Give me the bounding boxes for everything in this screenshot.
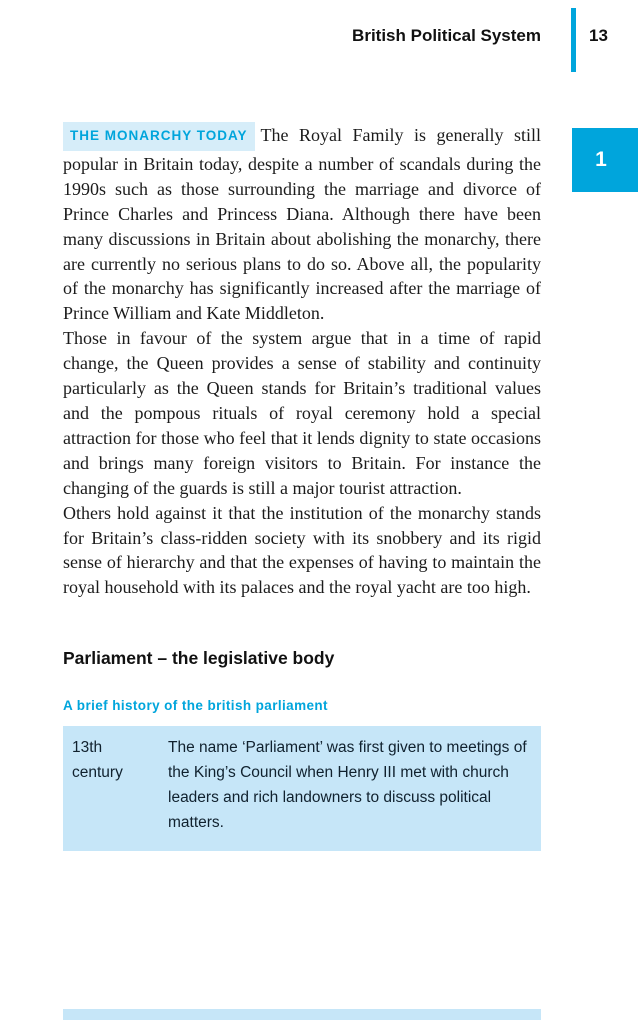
paragraph-text: The Royal Family is generally still popular in Britain today, despite a number of scandals during the 1990s such as those surrounding the marriage and divorce of Prince Charles and Princess Diana. Although there have been many discussions in Britain about abolishing the monarchy, there are currently no serious plans to do so. Above all, the popularity of the monarchy has significantly increased after the marriage of Prince William and Kate Middleton. bbox=[63, 125, 541, 324]
section-label-highlight: THE MONARCHY TODAY bbox=[63, 122, 255, 151]
timeline-box-13th-century bbox=[63, 726, 541, 851]
main-text-column bbox=[63, 123, 541, 851]
page-number: 13 bbox=[589, 26, 608, 45]
paragraph-monarchy-today bbox=[63, 123, 541, 326]
sub-heading-brief-history: A brief history of the british parliament bbox=[63, 698, 328, 714]
paragraph-against: Others hold against it that the institution of the monarchy stands for Britain’s class-ridden society with its snobbery and its rigid sense of hierarchy and that the expenses of having to maintain the royal household with its palaces and the royal yacht are too high. bbox=[63, 502, 541, 598]
header-divider-rule bbox=[571, 8, 576, 72]
paragraph-in-favour: Those in favour of the system argue that in a time of rapid change, the Queen provides a sense of stability and continuity particularly as the Queen stands for Britain’s traditional values and the pompous rituals of royal ceremony hold a special attraction for those who feel that it lends dignity to state occasions and brings many foreign visitors to Britain. For instance the changing of the guards is still a major tourist attraction. bbox=[63, 328, 541, 498]
timeline-description: The name ‘Parliament’ was first given to meetings of the King’s Council when Henry III met with church leaders and rich landowners to discuss political matters. bbox=[168, 739, 527, 832]
timeline-box-partial-next bbox=[63, 1009, 541, 1020]
section-heading-parliament: Parliament – the legislative body bbox=[63, 648, 335, 669]
timeline-term bbox=[72, 735, 168, 835]
header-title: British Political System bbox=[352, 26, 541, 45]
chapter-tab: 1 bbox=[572, 128, 638, 192]
timeline-term-text: 13th century bbox=[72, 739, 123, 782]
